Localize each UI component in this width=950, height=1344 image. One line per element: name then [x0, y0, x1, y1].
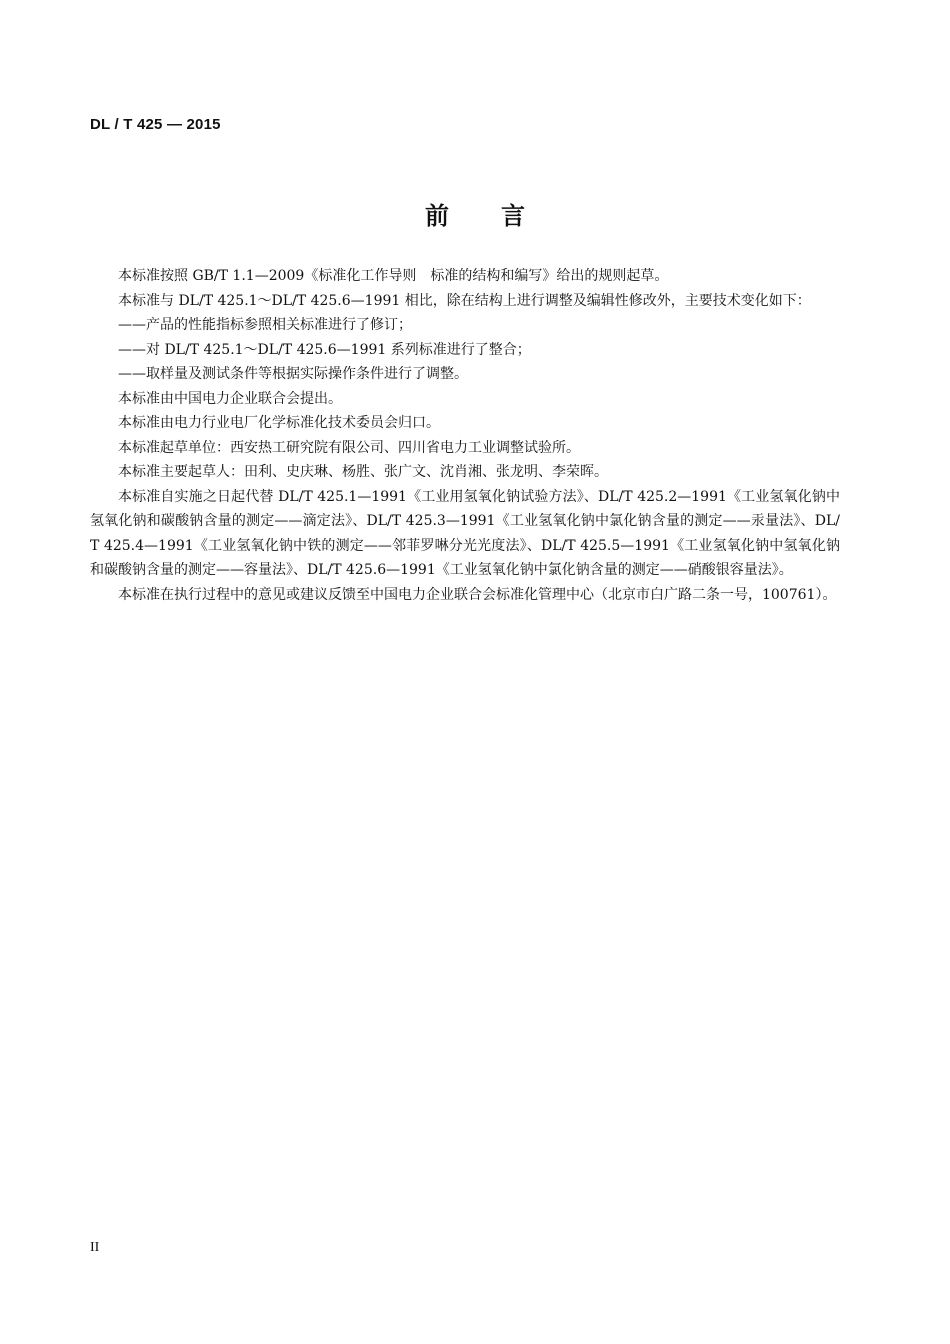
- paragraph: 本标准起草单位：西安热工研究院有限公司、四川省电力工业调整试验所。: [118, 439, 580, 456]
- paragraph: 本标准主要起草人：田利、史庆琳、杨胜、张广文、沈肖湘、张龙明、李荣晖。: [118, 464, 608, 480]
- paragraph: 本标准按照 GB/T 1.1—2009《标准化工作导则 标准的结构和编写》给出的规则起草。: [118, 268, 669, 284]
- document-number: DL / T 425 — 2015: [90, 116, 221, 133]
- paragraph: 本标准自实施之日起代替 DL/T 425.1—1991《工业用氢氧化钠试验方法》、DL/T 425.2—1991《工业氢氧化钠中氢氧化钠和碳酸钠含量的测定——滴定法》、DL/T 425.3—1991《工业氢氧化钠中氯化钠含量的测定——汞量法》、DL/T 425.4—1991《工业氢氧化钠中铁的测定——邻菲罗啉分光光度法》、DL/T 425.5—1991《工业氢氧化钠中氢氧化钠和碳酸钠含量的测定——容量法》、DL/T 425.6—1991《工业氢氧化钠中氯化钠含量的测定——硝酸银容量法》。: [90, 488, 840, 578]
- paragraph: 本标准由电力行业电厂化学标准化技术委员会归口。: [118, 415, 440, 431]
- page-number: II: [90, 1240, 100, 1255]
- foreword-body: [90, 264, 840, 607]
- list-item: ——取样量及测试条件等根据实际操作条件进行了调整。: [118, 366, 468, 382]
- page-title: 前言: [425, 202, 577, 230]
- list-item: ——对 DL/T 425.1～DL/T 425.6—1991 系列标准进行了整合；: [118, 341, 531, 358]
- paragraph: 本标准在执行过程中的意见或建议反馈至中国电力企业联合会标准化管理中心（北京市白广路二条一号，100761）。: [118, 586, 837, 603]
- list-item: ——产品的性能指标参照相关标准进行了修订；: [118, 317, 412, 333]
- paragraph: 本标准由中国电力企业联合会提出。: [118, 390, 342, 407]
- paragraph: 本标准与 DL/T 425.1～DL/T 425.6—1991 相比，除在结构上进行调整及编辑性修改外，主要技术变化如下：: [118, 292, 811, 309]
